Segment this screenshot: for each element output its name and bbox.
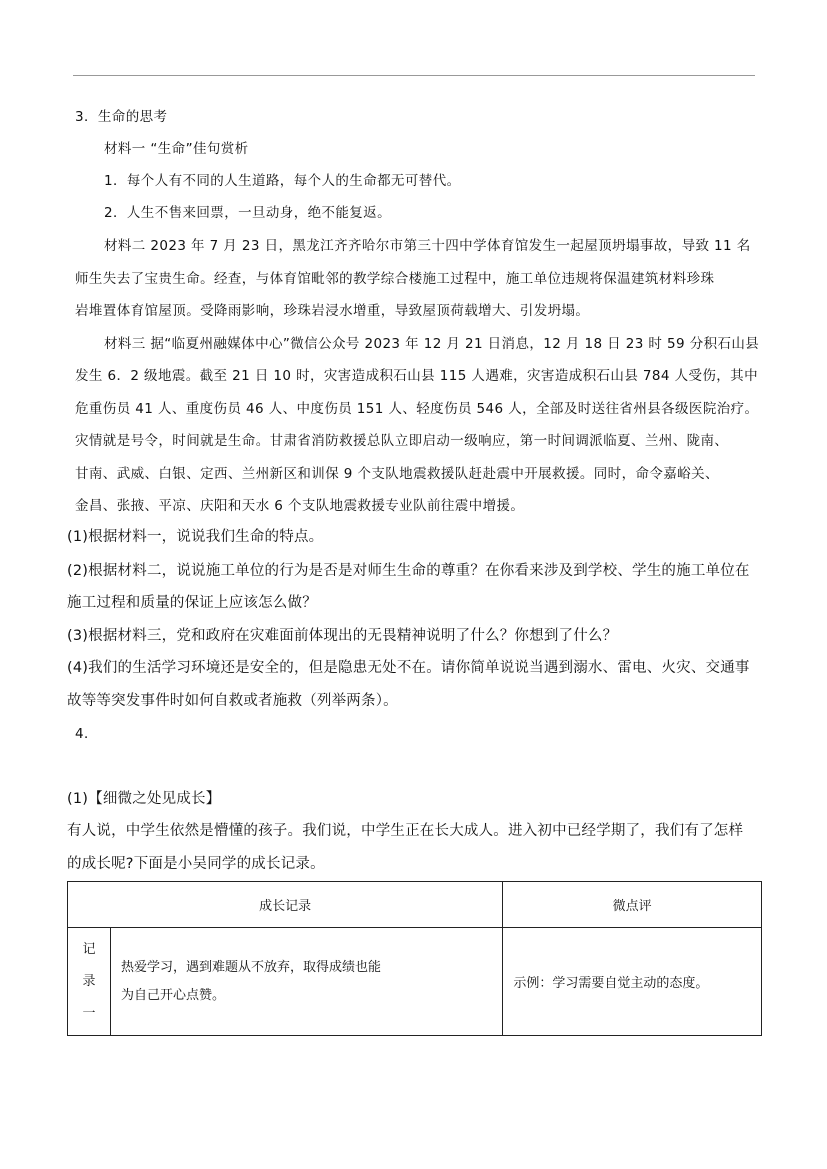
row-label-char: 录 — [82, 973, 96, 989]
material-3-line: 灾情就是号令，时间就是生命。甘肃省消防救援总队立即启动一级响应，第一时间调派临夏、兰州、陇南、 — [75, 433, 729, 449]
question-line: 故等等突发事件时如何自救或者施救（列举两条）。 — [67, 693, 398, 709]
material-2-line: 岩堆置体育馆屋顶。受降雨影响，珍珠岩浸水增重，导致屋顶荷载增大、引发坍塌。 — [75, 303, 590, 319]
header-growth-record: 成长记录 — [68, 882, 503, 928]
question-4-number: 4． — [75, 726, 98, 742]
question-4-intro: 有人说，中学生依然是懵懂的孩子。我们说，中学生正在长大成人。进入初中已经学期了，我们有了怎样 — [67, 823, 744, 839]
material-3-line: 危重伤员 41 人、重度伤员 46 人、中度伤员 151 人、轻度伤员 546 人，全部及时送往省州县各级医院治疗。 — [75, 401, 759, 417]
row-label-char: 一 — [82, 1005, 96, 1021]
question-line: (1)根据材料一，说说我们生命的特点。 — [67, 529, 324, 545]
material-1-item: 1．每个人有不同的人生道路，每个人的生命都无可替代。 — [104, 173, 461, 189]
header-comment: 微点评 — [503, 882, 762, 928]
question-line: 施工过程和质量的保证上应该怎么做？ — [67, 595, 317, 611]
row-label-char: 记 — [82, 941, 96, 957]
material-3-line: 金昌、张掖、平凉、庆阳和天水 6 个支队地震救援专业队前往震中增援。 — [75, 498, 525, 514]
record-line: 热爱学习，遇到难题从不放弃，取得成绩也能 — [121, 959, 382, 975]
material-3-line: 发生 6．2 级地震。截至 21 日 10 时，灾害造成积石山县 115 人遇难，灾害造成积石山县 784 人受伤，其中 — [75, 368, 758, 384]
header-rule — [73, 75, 755, 76]
question-4-intro: 的成长呢?下面是小吴同学的成长记录。 — [67, 856, 325, 872]
record-cell — [111, 928, 503, 1036]
question-3-title: 3．生命的思考 — [75, 109, 168, 125]
question-line: (2)根据材料二，说说施工单位的行为是否是对师生生命的尊重？在你看来涉及到学校、学生的施工单位在 — [67, 563, 750, 579]
question-4-subtitle: (1)【细微之处见成长】 — [67, 791, 221, 807]
record-line: 为自己开心点赞。 — [121, 987, 226, 1003]
question-line: (4)我们的生活学习环境还是安全的，但是隐患无处不在。请你简单说说当遇到溺水、雷电、火灾、交通事 — [67, 660, 750, 676]
material-1-title: 材料一 “生命”佳句赏析 — [104, 141, 249, 157]
material-3-line: 材料三 据“临夏州融媒体中心”微信公众号 2023 年 12 月 21 日消息，12 月 18 日 23 时 59 分积石山县 — [104, 336, 760, 352]
comment-cell: 示例：学习需要自觉主动的态度。 — [503, 928, 762, 1036]
material-2-line: 师生失去了宝贵生命。经查，与体育馆毗邻的教学综合楼施工过程中，施工单位违规将保温建筑材料珍珠 — [75, 271, 715, 287]
growth-record-table — [67, 881, 762, 1036]
material-2-line: 材料二 2023 年 7 月 23 日，黑龙江齐齐哈尔市第三十四中学体育馆发生一起屋顶坍塌事故，导致 11 名 — [104, 238, 751, 254]
material-1-item: 2．人生不售来回票，一旦动身，绝不能复返。 — [104, 205, 391, 221]
row-label — [68, 928, 111, 1036]
material-3-line: 甘南、武威、白银、定西、兰州新区和训保 9 个支队地震救援队赶赴震中开展救援。同时，命令嘉峪关、 — [75, 466, 719, 482]
question-line: (3)根据材料三，党和政府在灾难面前体现出的无畏精神说明了什么？你想到了什么？ — [67, 628, 618, 644]
